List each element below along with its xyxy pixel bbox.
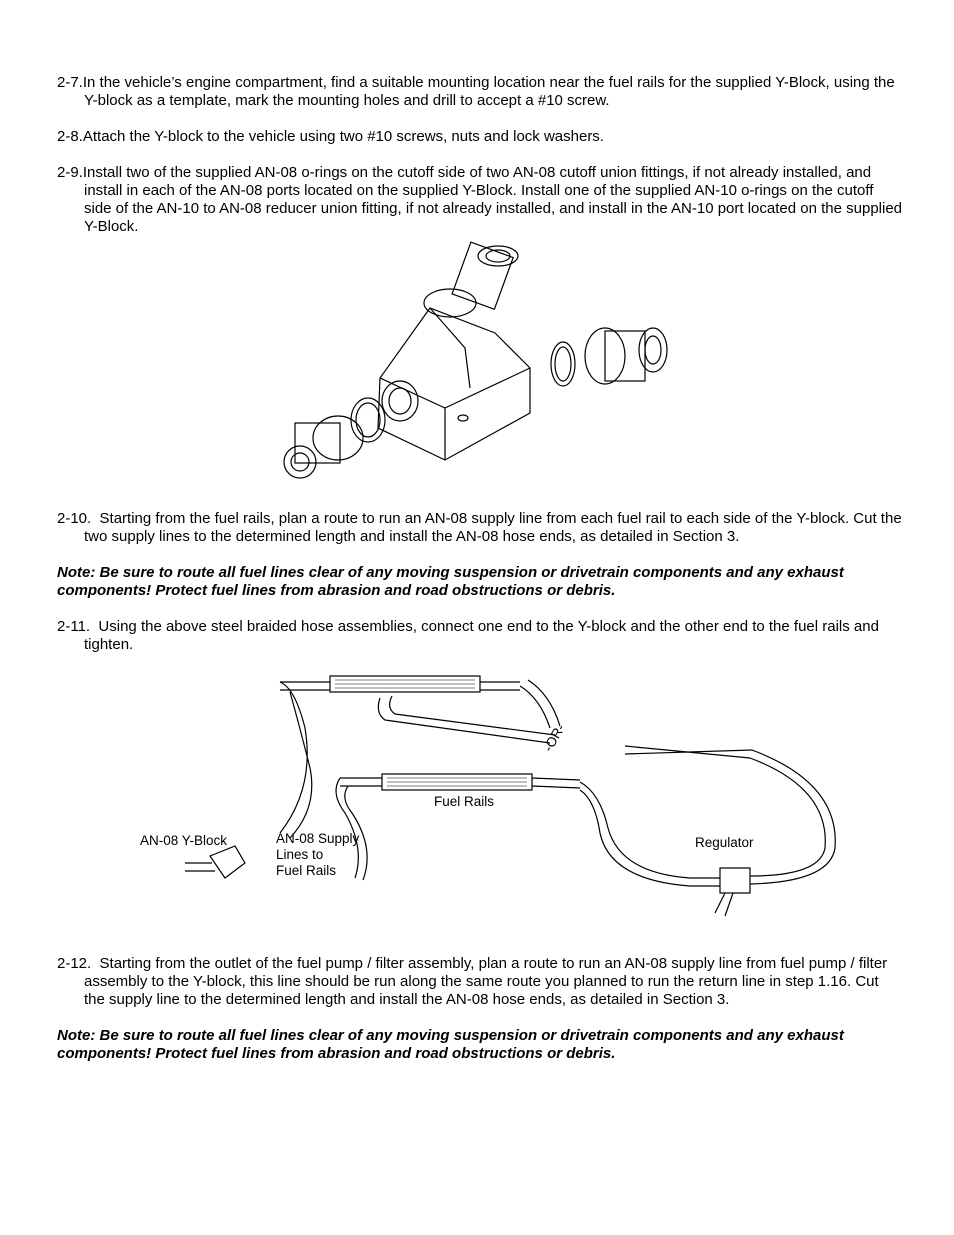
step-2-12 <box>57 955 902 1009</box>
supply-lines-label <box>276 831 359 879</box>
step-number: 2-12. <box>57 955 92 972</box>
warning-note: Note: Be sure to route all fuel lines clear of any moving suspension or drivetrain components and any exhaust components! Protect fuel lines from abrasion and road obstructions or debris. <box>57 1027 844 1062</box>
step-text: Install two of the supplied AN-08 o-rings on the cutoff side of two AN-08 cutoff union fittings, if not already installed, and install in each of the AN-08 ports located on the supplied Y-Block. Install one of the supplied AN-10 o-rings on the cutoff side of the AN-10 to AN-08 reducer union fitting, if not already installed, and install in the AN-10 port located on the supplied Y-Block. <box>82 164 903 235</box>
step-2-8 <box>57 128 902 146</box>
step-text: Using the above steel braided hose assemblies, connect one end to the Y-block and the other end to the fuel rails and tighten. <box>84 618 879 653</box>
supply-lines-label-line2: Lines to <box>276 847 324 862</box>
supply-lines-label-line1: AN-08 Supply <box>276 831 360 846</box>
y-block-illustration <box>270 238 690 488</box>
step-2-10 <box>57 510 902 546</box>
top-fitting <box>424 242 518 317</box>
or-label: -OR- <box>540 721 568 755</box>
step-2-9 <box>57 164 902 236</box>
step-2-11 <box>57 618 902 654</box>
step-2-7 <box>57 74 902 110</box>
y-block-exploded-diagram <box>270 238 690 488</box>
step-number: 2-7. <box>57 74 83 91</box>
step-text: Starting from the fuel rails, plan a route to run an AN-08 supply line from each fuel rail to each side of the Y-block. Cut the two supply lines to the determined length and install the AN-08 hose ends, as detailed in Section 3. <box>84 510 902 545</box>
step-number: 2-10. <box>57 510 92 527</box>
y-block-body <box>378 308 530 460</box>
y-block <box>210 846 245 878</box>
warning-note: Note: Be sure to route all fuel lines clear of any moving suspension or drivetrain components and any exhaust components! Protect fuel lines from abrasion and road obstructions or debris. <box>57 564 844 599</box>
step-number: 2-8. <box>57 128 83 145</box>
regulator <box>720 868 750 893</box>
supply-lines-label-line3: Fuel Rails <box>276 863 337 878</box>
y-block-label: AN-08 Y-Block <box>140 833 228 848</box>
regulator-label: Regulator <box>695 835 754 850</box>
right-fitting <box>585 328 667 384</box>
step-number: 2-9. <box>57 164 83 181</box>
fuel-line-routing-diagram <box>130 668 840 928</box>
step-text: In the vehicle’s engine compartment, find a suitable mounting location near the fuel rails for the supplied Y-Block, using the Y-block as a template, mark the mounting holes and drill to accept a #10 screw. <box>82 74 895 109</box>
step-number: 2-11. <box>57 618 91 635</box>
step-text: Attach the Y-block to the vehicle using two #10 screws, nuts and lock washers. <box>82 128 604 145</box>
step-text: Starting from the outlet of the fuel pump / filter assembly, plan a route to run an AN-08 supply line from fuel pump / filter assembly to the Y-block, this line should be run along the same route you planned to run the return line in step 1.16. Cut the supply line to the determined length and install the AN-08 hose ends, as detailed in Section 3. <box>84 955 888 1008</box>
fuel-rails-label: Fuel Rails <box>434 794 495 809</box>
